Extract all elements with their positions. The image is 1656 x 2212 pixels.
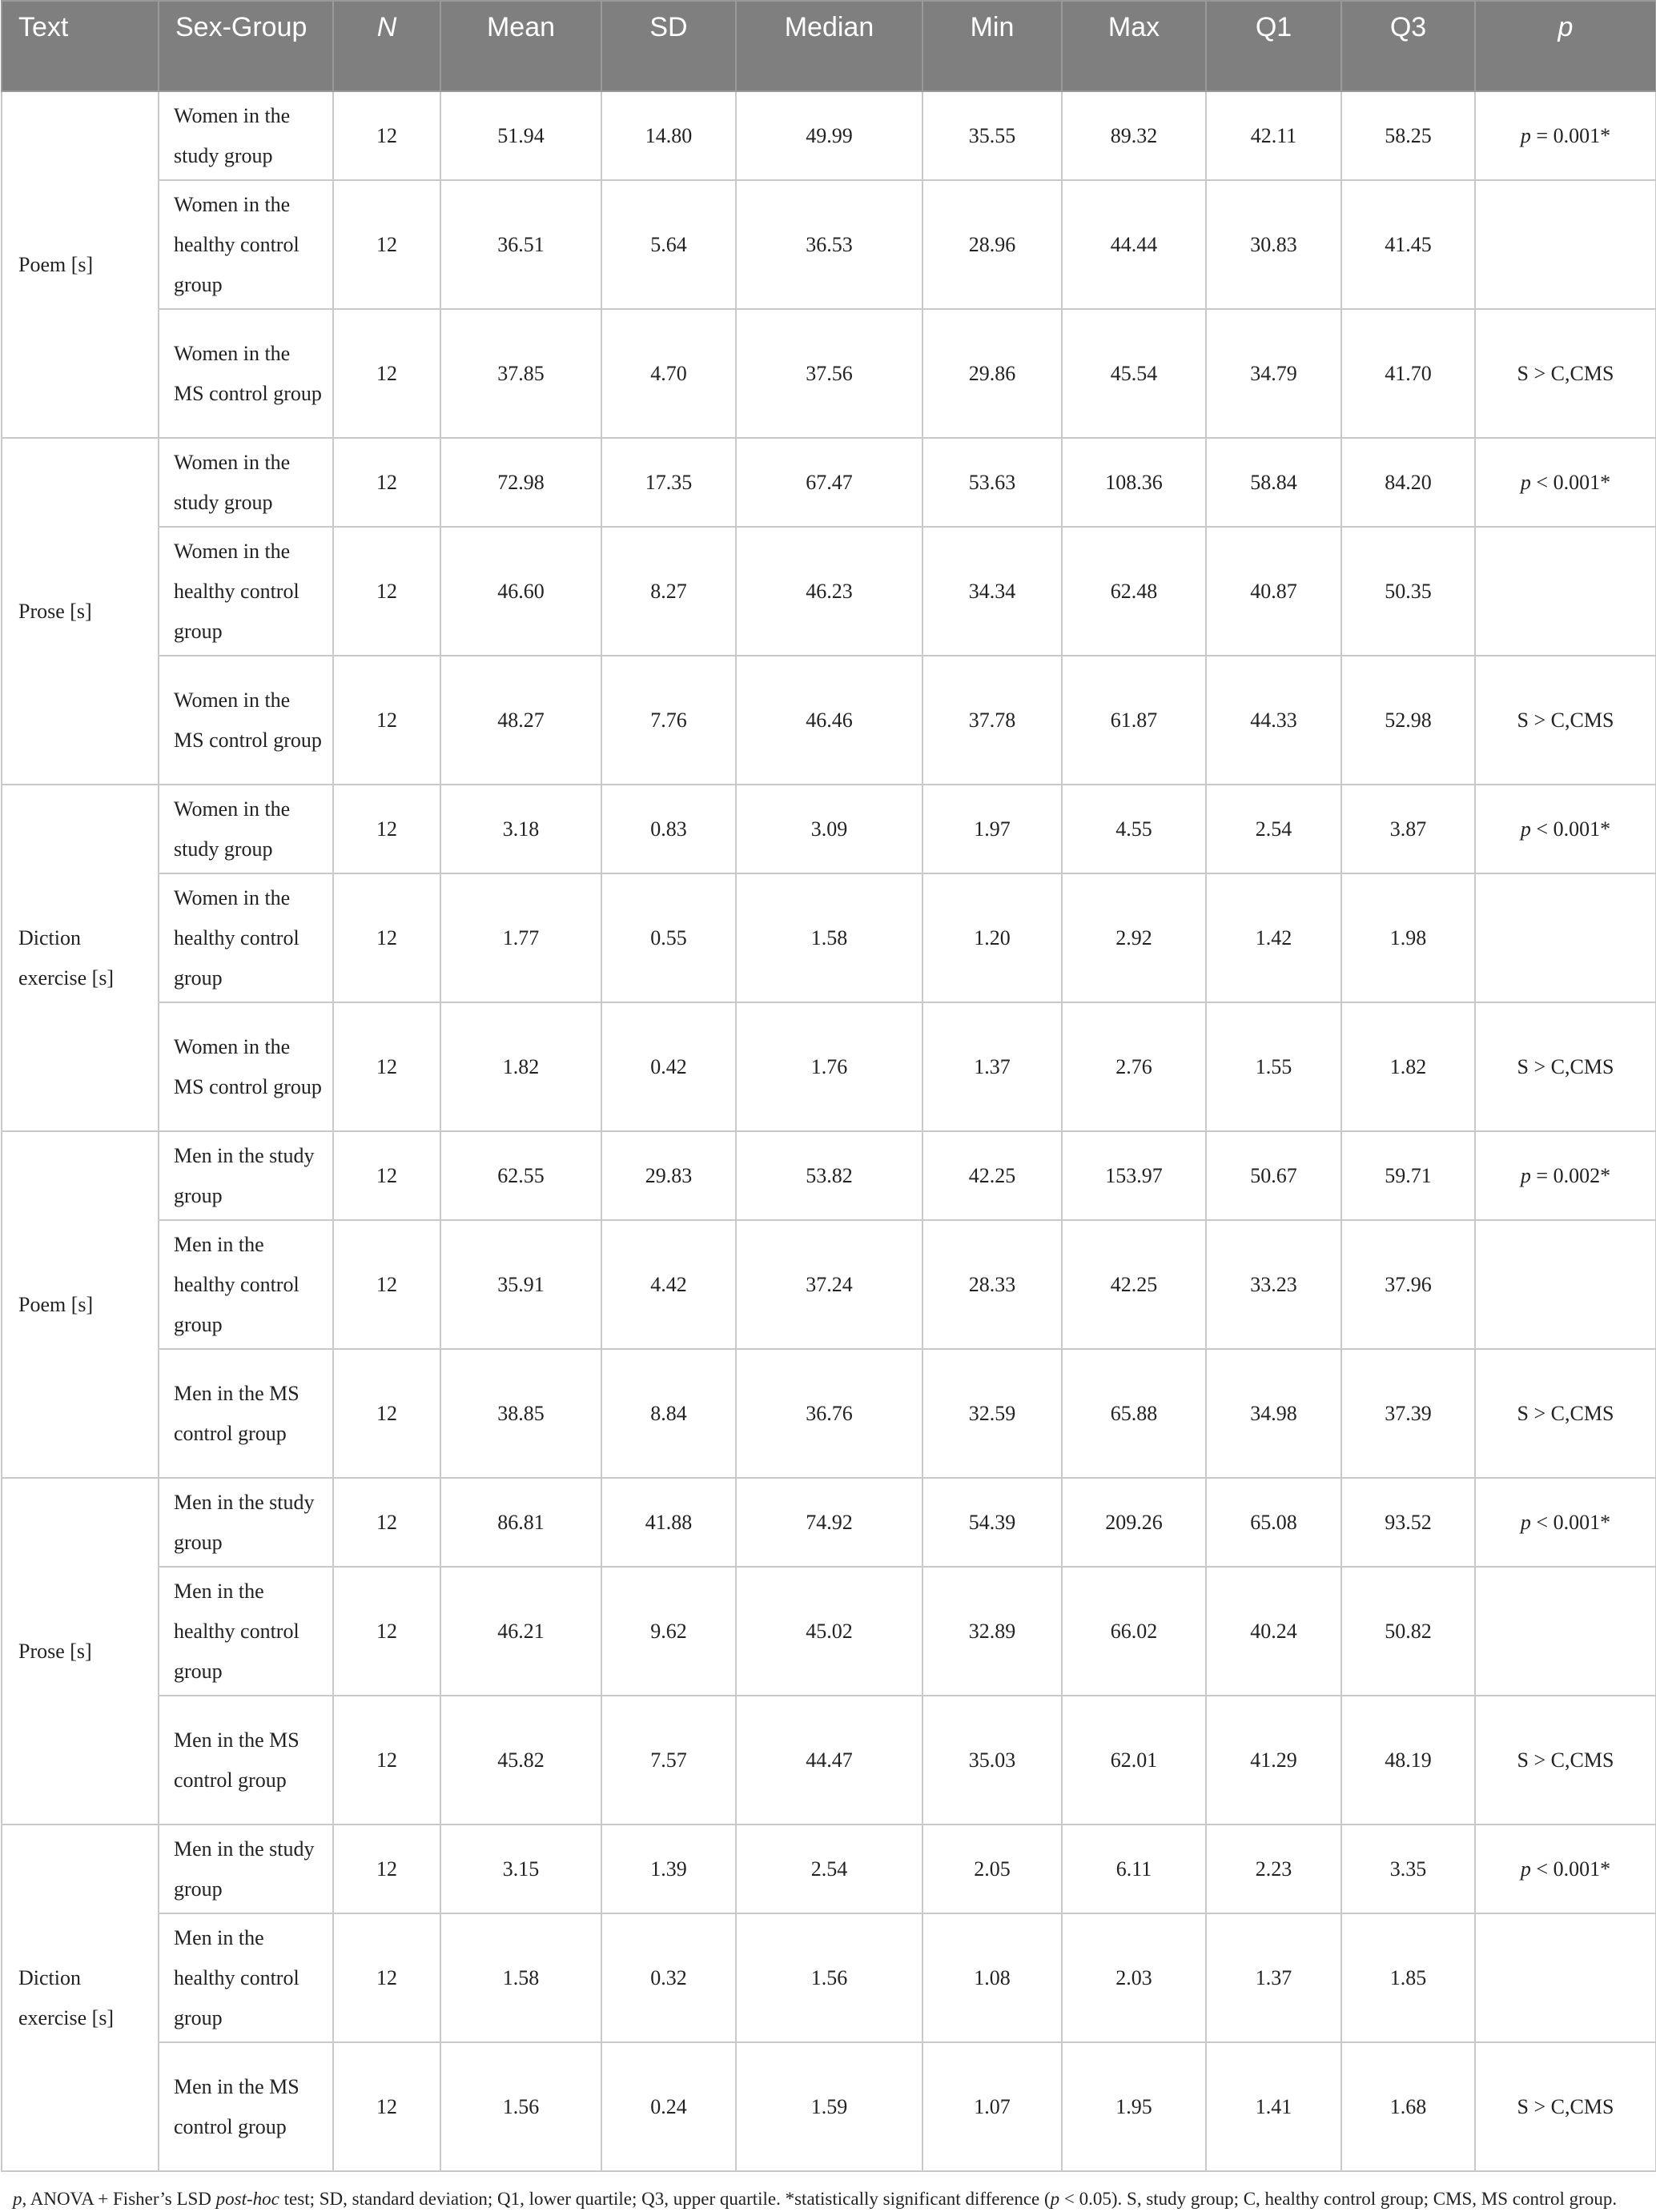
q1-cell: 2.54 (1206, 785, 1341, 873)
sd-cell: 14.80 (601, 91, 736, 180)
min-cell: 35.55 (922, 91, 1062, 180)
table-row (2, 1131, 1656, 1220)
median-cell: 1.76 (736, 1002, 922, 1131)
max-cell: 209.26 (1062, 1478, 1206, 1567)
sex-group-cell: Men in the study group (159, 1478, 333, 1567)
table-row (2, 873, 1656, 1002)
q1-cell: 33.23 (1206, 1220, 1341, 1349)
p-symbol: p (1520, 470, 1531, 494)
p-cell (1475, 1131, 1656, 1220)
sd-cell: 4.42 (601, 1220, 736, 1349)
table-footnote (13, 2186, 1643, 2212)
q3-cell: 59.71 (1341, 1131, 1475, 1220)
q3-cell: 1.85 (1341, 1913, 1475, 2042)
mean-cell: 72.98 (440, 438, 601, 527)
footnote-p-symbol: p (13, 2189, 22, 2209)
max-cell: 2.76 (1062, 1002, 1206, 1131)
mean-cell: 1.56 (440, 2042, 601, 2171)
p-cell (1475, 1825, 1656, 1913)
sex-group-cell: Women in the MS control group (159, 309, 333, 438)
max-cell: 1.95 (1062, 2042, 1206, 2171)
p-value: S > C,CMS (1517, 361, 1614, 385)
median-cell: 53.82 (736, 1131, 922, 1220)
footnote-posthoc: post-hoc (215, 2189, 279, 2209)
max-cell: 61.87 (1062, 656, 1206, 785)
q1-cell: 30.83 (1206, 180, 1341, 309)
q1-cell: 1.37 (1206, 1913, 1341, 2042)
n-cell: 12 (333, 1002, 440, 1131)
sd-cell: 5.64 (601, 180, 736, 309)
n-cell: 12 (333, 1825, 440, 1913)
footnote-part-2: test; SD, standard deviation; Q1, lower quartile; Q3, upper quartile. *statistically significant difference ( (279, 2189, 1051, 2209)
p-cell (1475, 438, 1656, 527)
p-value: < 0.001* (1530, 817, 1611, 841)
q3-cell: 84.20 (1341, 438, 1475, 527)
table-row (2, 1913, 1656, 2042)
median-cell: 44.47 (736, 1696, 922, 1825)
n-cell: 12 (333, 2042, 440, 2171)
q3-cell: 41.70 (1341, 309, 1475, 438)
p-cell (1475, 656, 1656, 785)
sex-group-cell: Men in the healthy control group (159, 1220, 333, 1349)
max-cell: 62.48 (1062, 527, 1206, 656)
min-cell: 32.89 (922, 1567, 1062, 1696)
p-cell (1475, 1220, 1656, 1349)
p-symbol: p (1520, 123, 1531, 147)
q1-cell: 1.55 (1206, 1002, 1341, 1131)
table-row (2, 1220, 1656, 1349)
header-sex-group: Sex-Group (159, 1, 333, 91)
mean-cell: 1.82 (440, 1002, 601, 1131)
max-cell: 2.92 (1062, 873, 1206, 1002)
min-cell: 29.86 (922, 309, 1062, 438)
header-sd: SD (601, 1, 736, 91)
q3-cell: 48.19 (1341, 1696, 1475, 1825)
min-cell: 1.37 (922, 1002, 1062, 1131)
header-text: Text (2, 1, 159, 91)
q3-cell: 3.87 (1341, 785, 1475, 873)
results-table (1, 0, 1656, 2172)
max-cell: 89.32 (1062, 91, 1206, 180)
median-cell: 1.58 (736, 873, 922, 1002)
median-cell: 37.56 (736, 309, 922, 438)
mean-cell: 48.27 (440, 656, 601, 785)
table-row (2, 1478, 1656, 1567)
min-cell: 1.20 (922, 873, 1062, 1002)
p-cell (1475, 91, 1656, 180)
q3-cell: 1.68 (1341, 2042, 1475, 2171)
sd-cell: 0.24 (601, 2042, 736, 2171)
sd-cell: 0.42 (601, 1002, 736, 1131)
sd-cell: 8.84 (601, 1349, 736, 1478)
p-cell (1475, 873, 1656, 1002)
table-row (2, 1825, 1656, 1913)
sex-group-cell: Men in the MS control group (159, 2042, 333, 2171)
n-cell: 12 (333, 1696, 440, 1825)
mean-cell: 45.82 (440, 1696, 601, 1825)
mean-cell: 36.51 (440, 180, 601, 309)
q1-cell: 1.42 (1206, 873, 1341, 1002)
median-cell: 36.76 (736, 1349, 922, 1478)
p-cell (1475, 1913, 1656, 2042)
mean-cell: 37.85 (440, 309, 601, 438)
header-q1: Q1 (1206, 1, 1341, 91)
q1-cell: 44.33 (1206, 656, 1341, 785)
q3-cell: 1.98 (1341, 873, 1475, 1002)
header-q3: Q3 (1341, 1, 1475, 91)
n-cell: 12 (333, 1131, 440, 1220)
sd-cell: 0.55 (601, 873, 736, 1002)
p-value: S > C,CMS (1517, 1401, 1614, 1425)
median-cell: 45.02 (736, 1567, 922, 1696)
n-cell: 12 (333, 656, 440, 785)
n-cell: 12 (333, 438, 440, 527)
n-cell: 12 (333, 91, 440, 180)
median-cell: 67.47 (736, 438, 922, 527)
median-cell: 74.92 (736, 1478, 922, 1567)
q3-cell: 3.35 (1341, 1825, 1475, 1913)
sex-group-cell: Women in the study group (159, 785, 333, 873)
n-cell: 12 (333, 527, 440, 656)
table-body (2, 91, 1656, 2171)
footnote-part-3: < 0.05). S, study group; C, healthy control group; CMS, MS control group. (1059, 2189, 1618, 2209)
max-cell: 45.54 (1062, 309, 1206, 438)
header-min: Min (922, 1, 1062, 91)
table-row (2, 1567, 1656, 1696)
min-cell: 28.33 (922, 1220, 1062, 1349)
q3-cell: 93.52 (1341, 1478, 1475, 1567)
q1-cell: 34.98 (1206, 1349, 1341, 1478)
p-value: S > C,CMS (1517, 1748, 1614, 1772)
max-cell: 62.01 (1062, 1696, 1206, 1825)
p-cell (1475, 2042, 1656, 2171)
sd-cell: 17.35 (601, 438, 736, 527)
min-cell: 32.59 (922, 1349, 1062, 1478)
median-cell: 3.09 (736, 785, 922, 873)
mean-cell: 1.58 (440, 1913, 601, 2042)
mean-cell: 86.81 (440, 1478, 601, 1567)
min-cell: 54.39 (922, 1478, 1062, 1567)
p-cell (1475, 309, 1656, 438)
sex-group-cell: Women in the MS control group (159, 656, 333, 785)
median-cell: 37.24 (736, 1220, 922, 1349)
median-cell: 2.54 (736, 1825, 922, 1913)
sd-cell: 41.88 (601, 1478, 736, 1567)
p-symbol: p (1520, 1163, 1531, 1187)
sex-group-cell: Women in the healthy control group (159, 873, 333, 1002)
table-row (2, 1349, 1656, 1478)
p-cell (1475, 1478, 1656, 1567)
q3-cell: 1.82 (1341, 1002, 1475, 1131)
q1-cell: 1.41 (1206, 2042, 1341, 2171)
sd-cell: 7.57 (601, 1696, 736, 1825)
max-cell: 66.02 (1062, 1567, 1206, 1696)
table-row (2, 309, 1656, 438)
table-row (2, 91, 1656, 180)
max-cell: 108.36 (1062, 438, 1206, 527)
text-cell: Diction exercise [s] (2, 785, 159, 1131)
p-value: S > C,CMS (1517, 2094, 1614, 2118)
q1-cell: 40.87 (1206, 527, 1341, 656)
p-value: = 0.002* (1530, 1163, 1611, 1187)
mean-cell: 46.21 (440, 1567, 601, 1696)
mean-cell: 3.18 (440, 785, 601, 873)
n-cell: 12 (333, 1913, 440, 2042)
sd-cell: 29.83 (601, 1131, 736, 1220)
n-cell: 12 (333, 1220, 440, 1349)
p-value: S > C,CMS (1517, 1054, 1614, 1078)
text-cell: Prose [s] (2, 1478, 159, 1825)
q1-cell: 58.84 (1206, 438, 1341, 527)
min-cell: 1.97 (922, 785, 1062, 873)
max-cell: 65.88 (1062, 1349, 1206, 1478)
max-cell: 44.44 (1062, 180, 1206, 309)
sd-cell: 7.76 (601, 656, 736, 785)
q1-cell: 41.29 (1206, 1696, 1341, 1825)
p-cell (1475, 1696, 1656, 1825)
sex-group-cell: Men in the healthy control group (159, 1913, 333, 2042)
p-cell (1475, 1349, 1656, 1478)
p-cell (1475, 527, 1656, 656)
min-cell: 1.07 (922, 2042, 1062, 2171)
mean-cell: 3.15 (440, 1825, 601, 1913)
table-row (2, 785, 1656, 873)
text-cell: Poem [s] (2, 91, 159, 438)
min-cell: 53.63 (922, 438, 1062, 527)
sex-group-cell: Women in the study group (159, 91, 333, 180)
mean-cell: 1.77 (440, 873, 601, 1002)
n-cell: 12 (333, 785, 440, 873)
sex-group-cell: Men in the healthy control group (159, 1567, 333, 1696)
sd-cell: 1.39 (601, 1825, 736, 1913)
n-cell: 12 (333, 1567, 440, 1696)
q1-cell: 50.67 (1206, 1131, 1341, 1220)
median-cell: 46.23 (736, 527, 922, 656)
header-p: p (1475, 1, 1656, 91)
sex-group-cell: Women in the study group (159, 438, 333, 527)
q1-cell: 65.08 (1206, 1478, 1341, 1567)
p-value: = 0.001* (1530, 123, 1611, 147)
p-value: S > C,CMS (1517, 708, 1614, 732)
p-value: < 0.001* (1530, 470, 1611, 494)
p-cell (1475, 180, 1656, 309)
sex-group-cell: Men in the MS control group (159, 1696, 333, 1825)
table-header (2, 1, 1656, 91)
min-cell: 34.34 (922, 527, 1062, 656)
max-cell: 4.55 (1062, 785, 1206, 873)
table-row (2, 527, 1656, 656)
table-row (2, 2042, 1656, 2171)
q1-cell: 2.23 (1206, 1825, 1341, 1913)
q3-cell: 41.45 (1341, 180, 1475, 309)
median-cell: 46.46 (736, 656, 922, 785)
sd-cell: 4.70 (601, 309, 736, 438)
q3-cell: 50.35 (1341, 527, 1475, 656)
median-cell: 49.99 (736, 91, 922, 180)
mean-cell: 46.60 (440, 527, 601, 656)
median-cell: 1.59 (736, 2042, 922, 2171)
n-cell: 12 (333, 1478, 440, 1567)
p-cell (1475, 1002, 1656, 1131)
footnote-part-1: , ANOVA + Fisher’s LSD (22, 2189, 216, 2209)
text-cell: Prose [s] (2, 438, 159, 785)
table-row (2, 1696, 1656, 1825)
n-cell: 12 (333, 309, 440, 438)
n-cell: 12 (333, 873, 440, 1002)
min-cell: 42.25 (922, 1131, 1062, 1220)
min-cell: 1.08 (922, 1913, 1062, 2042)
header-n: N (333, 1, 440, 91)
p-symbol: p (1520, 1510, 1531, 1534)
q3-cell: 37.96 (1341, 1220, 1475, 1349)
median-cell: 36.53 (736, 180, 922, 309)
max-cell: 42.25 (1062, 1220, 1206, 1349)
median-cell: 1.56 (736, 1913, 922, 2042)
header-row (2, 1, 1656, 91)
p-symbol: p (1520, 817, 1531, 841)
mean-cell: 35.91 (440, 1220, 601, 1349)
footnote-p-symbol-2: p (1050, 2189, 1060, 2209)
p-value: < 0.001* (1530, 1857, 1611, 1881)
header-mean: Mean (440, 1, 601, 91)
q3-cell: 52.98 (1341, 656, 1475, 785)
sex-group-cell: Men in the MS control group (159, 1349, 333, 1478)
table-row (2, 438, 1656, 527)
sd-cell: 8.27 (601, 527, 736, 656)
q1-cell: 42.11 (1206, 91, 1341, 180)
sex-group-cell: Men in the study group (159, 1131, 333, 1220)
q3-cell: 58.25 (1341, 91, 1475, 180)
table-row (2, 656, 1656, 785)
min-cell: 35.03 (922, 1696, 1062, 1825)
mean-cell: 62.55 (440, 1131, 601, 1220)
sex-group-cell: Women in the MS control group (159, 1002, 333, 1131)
p-symbol: p (1520, 1857, 1531, 1881)
table-row (2, 180, 1656, 309)
header-max: Max (1062, 1, 1206, 91)
table-row (2, 1002, 1656, 1131)
min-cell: 37.78 (922, 656, 1062, 785)
mean-cell: 38.85 (440, 1349, 601, 1478)
max-cell: 2.03 (1062, 1913, 1206, 2042)
n-cell: 12 (333, 1349, 440, 1478)
p-value: < 0.001* (1530, 1510, 1611, 1534)
max-cell: 153.97 (1062, 1131, 1206, 1220)
sex-group-cell: Men in the study group (159, 1825, 333, 1913)
p-cell (1475, 785, 1656, 873)
p-cell (1475, 1567, 1656, 1696)
q1-cell: 34.79 (1206, 309, 1341, 438)
sd-cell: 0.32 (601, 1913, 736, 2042)
text-cell: Poem [s] (2, 1131, 159, 1478)
mean-cell: 51.94 (440, 91, 601, 180)
sex-group-cell: Women in the healthy control group (159, 180, 333, 309)
max-cell: 6.11 (1062, 1825, 1206, 1913)
min-cell: 28.96 (922, 180, 1062, 309)
q3-cell: 37.39 (1341, 1349, 1475, 1478)
n-cell: 12 (333, 180, 440, 309)
sd-cell: 0.83 (601, 785, 736, 873)
header-median: Median (736, 1, 922, 91)
sex-group-cell: Women in the healthy control group (159, 527, 333, 656)
min-cell: 2.05 (922, 1825, 1062, 1913)
text-cell: Diction exercise [s] (2, 1825, 159, 2171)
sd-cell: 9.62 (601, 1567, 736, 1696)
q1-cell: 40.24 (1206, 1567, 1341, 1696)
q3-cell: 50.82 (1341, 1567, 1475, 1696)
